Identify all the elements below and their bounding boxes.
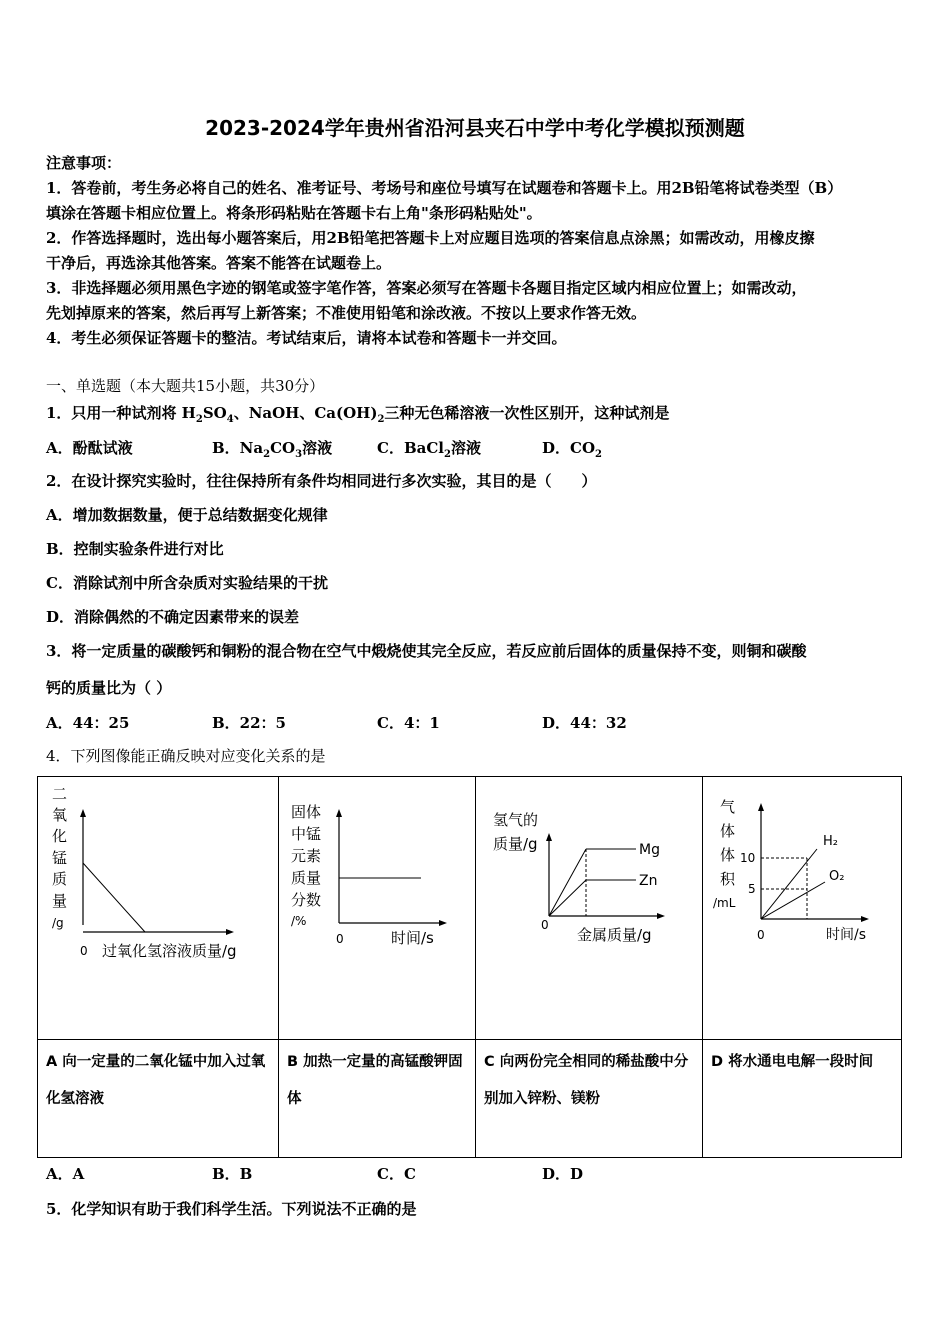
graph-a-caption: A 向一定量的二氧化锰中加入过氧化氢溶液 (38, 1040, 279, 1158)
graph-c-series-mg: Mg (639, 842, 660, 858)
question-3-option-c: C．4：1 (377, 714, 440, 732)
notice-line: 干净后，再选涂其他答案。答案不能答在试题卷上。 (46, 254, 392, 272)
graph-a-ylabel (52, 785, 67, 930)
question-2-option-b: B．控制实验条件进行对比 (46, 540, 224, 558)
graph-c-ylabel (493, 811, 538, 853)
svg-text:质量: 质量 (291, 869, 322, 887)
page-title: 2023-2024学年贵州省沿河县夹石中学中考化学模拟预测题 (205, 116, 745, 140)
svg-text:质: 质 (52, 870, 68, 888)
graph-b (279, 777, 475, 1035)
question-3-stem: 3．将一定质量的碳酸钙和铜粉的混合物在空气中煅烧使其完全反应，若反应前后固体的质量保持不变，则铜和碳酸 (46, 642, 807, 660)
question-1-option-b: B．$Na_2CO_3$溶液 (212, 439, 333, 460)
graph-a-xlabel: 过氧化氢溶液质量/g (102, 942, 237, 960)
svg-text:/%: /% (291, 914, 307, 928)
notice-line: 填涂在答题卡相应位置上。将条形码粘贴在答题卡右上角"条形码粘贴处"。 (46, 204, 542, 222)
question-4-graph-table (37, 776, 902, 1158)
graph-d-series-o2: O₂ (829, 869, 845, 884)
graph-b-cell (279, 777, 476, 1040)
question-1-option-a: A．酚酞试液 (46, 439, 133, 457)
question-5-stem: 5．化学知识有助于我们科学生活。下列说法不正确的是 (46, 1200, 417, 1218)
notice-line: 4．考生必须保证答题卡的整洁。考试结束后，请将本试卷和答题卡一并交回。 (46, 329, 567, 347)
notice-line: 3．非选择题必须用黑色字迹的钢笔或签字笔作答，答案必须写在答题卡各题目指定区域内相应位置上；如需改动， (46, 279, 807, 297)
question-4-option-b: B．B (212, 1165, 253, 1183)
question-4-option-d: D．D (542, 1165, 584, 1183)
question-3-option-b: B．22：5 (212, 714, 286, 732)
svg-text:元素: 元素 (291, 847, 322, 865)
graph-d-caption: D 将水通电电解一段时间 (703, 1040, 902, 1158)
notice-line: 1．答卷前，考生务必将自己的姓名、准考证号、考场号和座位号填写在试题卷和答题卡上。用2B铅笔将试卷类型（B） (46, 179, 843, 197)
graph-d-cell (703, 777, 902, 1040)
svg-text:中锰: 中锰 (291, 825, 322, 843)
question-2-option-c: C．消除试剂中所含杂质对实验结果的干扰 (46, 574, 328, 592)
svg-text:质量/g: 质量/g (493, 835, 538, 853)
graph-d-series-h2: H₂ (823, 834, 838, 849)
svg-text:/g: /g (52, 916, 64, 930)
svg-text:体: 体 (720, 822, 736, 840)
svg-text:气: 气 (720, 798, 736, 816)
svg-text:/mL: /mL (713, 896, 736, 910)
svg-text:氢气的: 氢气的 (493, 811, 539, 829)
notice-line: 先划掉原来的答案，然后再写上新答案；不准使用铅笔和涂改液。不按以上要求作答无效。 (46, 304, 647, 322)
graph-b-xlabel: 时间/s (391, 929, 434, 947)
question-2-option-a: A．增加数据数量，便于总结数据变化规律 (46, 506, 328, 524)
graph-a-origin: 0 (80, 944, 88, 958)
question-4-option-c: C．C (377, 1165, 416, 1183)
svg-text:二: 二 (52, 785, 68, 803)
question-1-option-d: D．$CO_2$ (542, 439, 602, 460)
svg-text:氧: 氧 (52, 806, 68, 824)
graph-b-origin: 0 (336, 932, 344, 946)
notice-heading: 注意事项： (46, 154, 122, 172)
question-4-stem: 4．下列图像能正确反映对应变化关系的是 (46, 747, 326, 765)
question-3-option-a: A．44：25 (46, 714, 130, 732)
svg-text:体: 体 (720, 846, 736, 864)
graph-a-cell (38, 777, 279, 1040)
graph-a (38, 777, 278, 1035)
graph-b-ylabel (291, 803, 321, 928)
graph-b-caption: B 加热一定量的高锰酸钾固体 (279, 1040, 476, 1158)
svg-text:分数: 分数 (291, 891, 322, 909)
section-heading: 一、单选题（本大题共15小题，共30分） (46, 377, 325, 395)
notice-line: 2．作答选择题时，选出每小题答案后，用2B铅笔把答题卡上对应题目选项的答案信息点涂黑；如需改动，用橡皮擦 (46, 229, 815, 247)
svg-text:积: 积 (720, 870, 736, 888)
graph-c-cell (476, 777, 703, 1040)
graph-c-series-zn: Zn (639, 873, 658, 889)
graph-d-tick: 10 (740, 851, 756, 865)
graph-c-origin: 0 (541, 918, 549, 932)
svg-text:化: 化 (52, 827, 68, 845)
question-3-stem-cont: 钙的质量比为（ ） (46, 679, 172, 697)
question-4-option-a: A．A (46, 1165, 85, 1183)
question-1-option-c: C．BaCl$_2$溶液 (377, 439, 481, 460)
svg-text:锰: 锰 (52, 849, 68, 867)
question-3-option-d: D．44：32 (542, 714, 627, 732)
graph-c-caption: C 向两份完全相同的稀盐酸中分别加入锌粉、镁粉 (476, 1040, 703, 1158)
graph-c (476, 777, 702, 1035)
graph-c-xlabel: 金属质量/g (577, 926, 652, 944)
graph-d-xlabel: 时间/s (826, 927, 867, 943)
question-2-option-d: D．消除偶然的不确定因素带来的误差 (46, 608, 300, 626)
graph-d (703, 777, 901, 1035)
graph-d-origin: 0 (757, 928, 765, 942)
question-1-stem: 1．只用一种试剂将 $H_2SO_4$、NaOH、$Ca(OH)_2$三种无色稀溶液一次性区别开，这种试剂是 (46, 404, 670, 425)
question-2-stem: 2．在设计探究实验时，往往保持所有条件均相同进行多次实验，其目的是（ ） (46, 472, 597, 490)
graph-d-tick: 5 (748, 882, 756, 896)
svg-text:固体: 固体 (291, 803, 322, 821)
svg-text:量: 量 (52, 892, 68, 910)
graph-d-ylabel (713, 798, 736, 910)
